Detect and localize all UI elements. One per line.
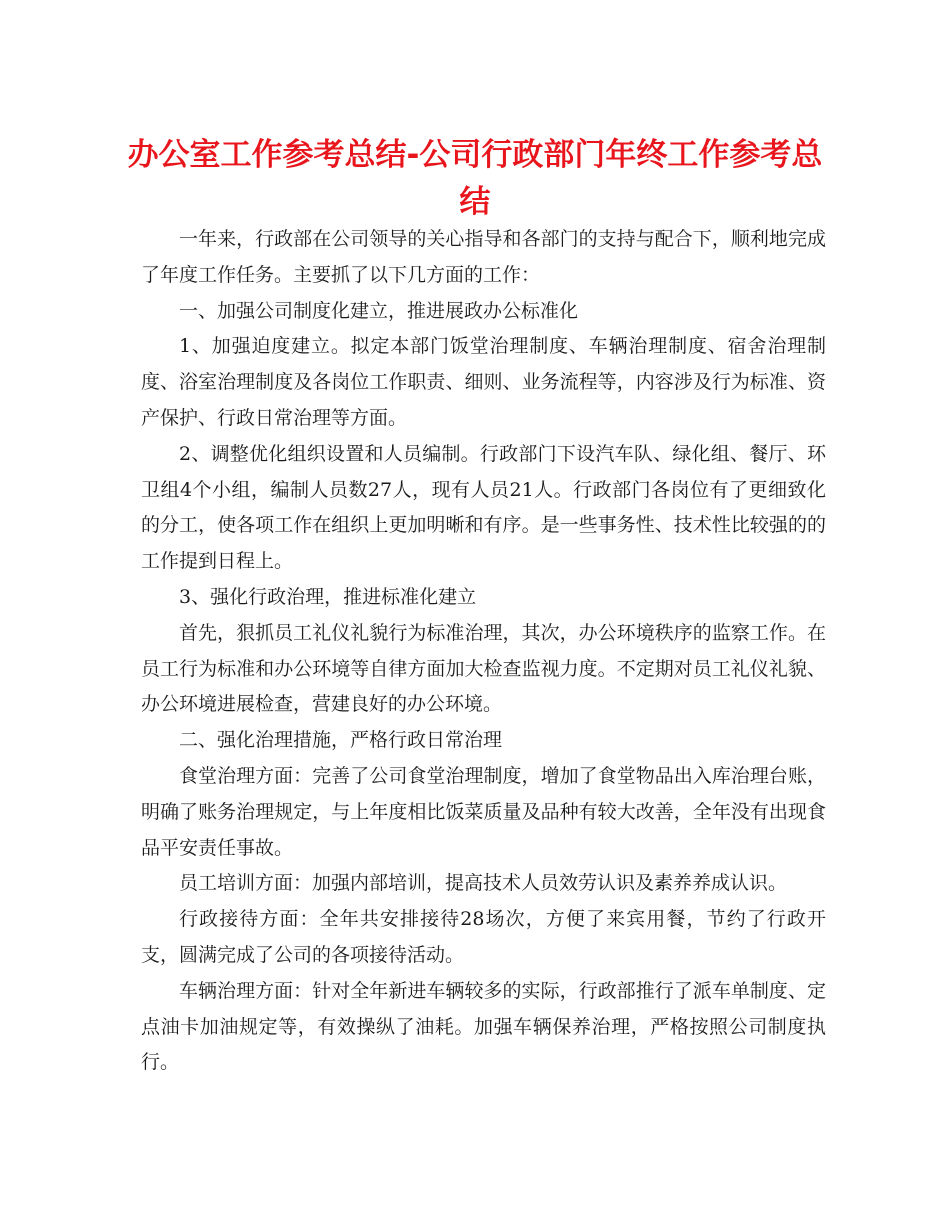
document-body	[141, 222, 826, 1081]
paragraph-training: 员工培训方面：加强内部培训，提高技术人员效劳认识及素养养成认识。	[179, 872, 788, 895]
paragraph-item-3-heading: 3、强化行政治理，推进标准化建立	[179, 585, 477, 608]
paragraph-item-3-body: 首先，狠抓员工礼仪礼貌行为标准治理，其次，办公环境秩序的监察工作。在员工行为标准和办公环境等自律方面加大检查监视力度。不定期对员工礼仪礼貌、办公环境进展检查，营建良好的办公环境。	[141, 621, 826, 716]
document-title: 办公室工作参考总结-公司行政部门年终工作参考总结	[127, 137, 823, 220]
paragraph-canteen: 食堂治理方面：完善了公司食堂治理制度，增加了食堂物品出入库治理台账，明确了账务治理规定，与上年度相比饭菜质量及品种有较大改善，全年没有出现食品平安责任事故。	[141, 764, 826, 859]
paragraph-item-2: 2、调整优化组织设置和人员编制。行政部门下设汽车队、绿化组、餐厅、环卫组4个小组，编制人员数27人，现有人员21人。行政部门各岗位有了更细致化的分工，使各项工作在组织上更加明晰和有序。是一些事务性、技术性比较强的的工作提到日程上。	[141, 442, 826, 573]
paragraph-item-1: 1、加强迫度建立。拟定本部门饭堂治理制度、车辆治理制度、宿舍治理制度、浴室治理制度及各岗位工作职责、细则、业务流程等，内容涉及行为标准、资产保护、行政日常治理等方面。	[141, 335, 826, 429]
paragraph-reception: 行政接待方面：全年共安排接待28场次，方便了来宾用餐，节约了行政开支，圆满完成了公司的各项接待活动。	[141, 908, 826, 966]
section-heading-1: 一、加强公司制度化建立，推进展政办公标准化	[179, 299, 579, 322]
paragraph-intro: 一年来，行政部在公司领导的关心指导和各部门的支持与配合下，顺利地完成了年度工作任务。主要抓了以下几方面的工作：	[141, 228, 826, 286]
paragraph-vehicles: 车辆治理方面：针对全年新进车辆较多的实际，行政部推行了派车单制度、定点油卡加油规定等，有效操纵了油耗。加强车辆保养治理，严格按照公司制度执行。	[141, 979, 826, 1074]
section-heading-2: 二、强化治理措施，严格行政日常治理	[179, 729, 503, 752]
